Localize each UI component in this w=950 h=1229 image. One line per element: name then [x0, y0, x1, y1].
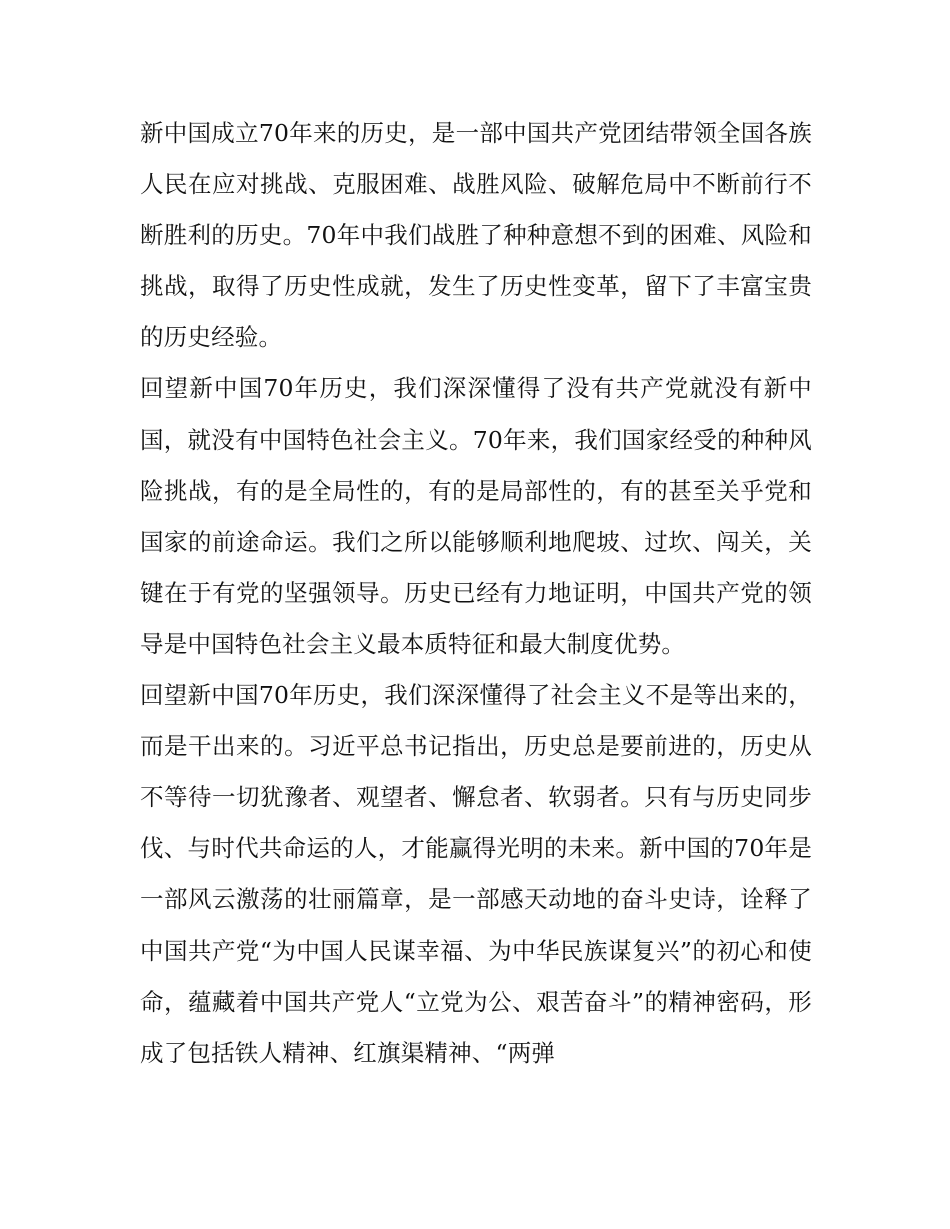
paragraph-1: 新中国成立70年来的历史，是一部中国共产党团结带领全国各族人民在应对挑战、克服困难、战胜风险、破解危局中不断前行不断胜利的历史。70年中我们战胜了种种意想不到的困难、风险和挑战，取得了历史性成就，发生了历史性变革，留下了丰富宝贵的历史经验。: [140, 119, 812, 352]
document-body: [140, 108, 812, 1079]
paragraph-2: 回望新中国70年历史，我们深深懂得了没有共产党就没有新中国，就没有中国特色社会主义。70年来，我们国家经受的种种风险挑战，有的是全局性的，有的是局部性的，有的甚至关乎党和国家的前途命运。我们之所以能够顺利地爬坡、过坎、闯关，关键在于有党的坚强领导。历史已经有力地证明，中国共产党的领导是中国特色社会主义最本质特征和最大制度优势。: [140, 374, 812, 658]
paragraph-3: 回望新中国70年历史，我们深深懂得了社会主义不是等出来的，而是干出来的。习近平总书记指出，历史总是要前进的，历史从不等待一切犹豫者、观望者、懈怠者、软弱者。只有与历史同步伐、与时代共命运的人，才能赢得光明的未来。新中国的70年是一部风云激荡的壮丽篇章，是一部感天动地的奋斗史诗，诠释了中国共产党“为中国人民谋幸福、为中华民族谋复兴”的初心和使命，蕴藏着中国共产党人“立党为公、艰苦奋斗”的精神密码，形成了包括铁人精神、红旗渠精神、“两弹: [140, 681, 812, 1067]
